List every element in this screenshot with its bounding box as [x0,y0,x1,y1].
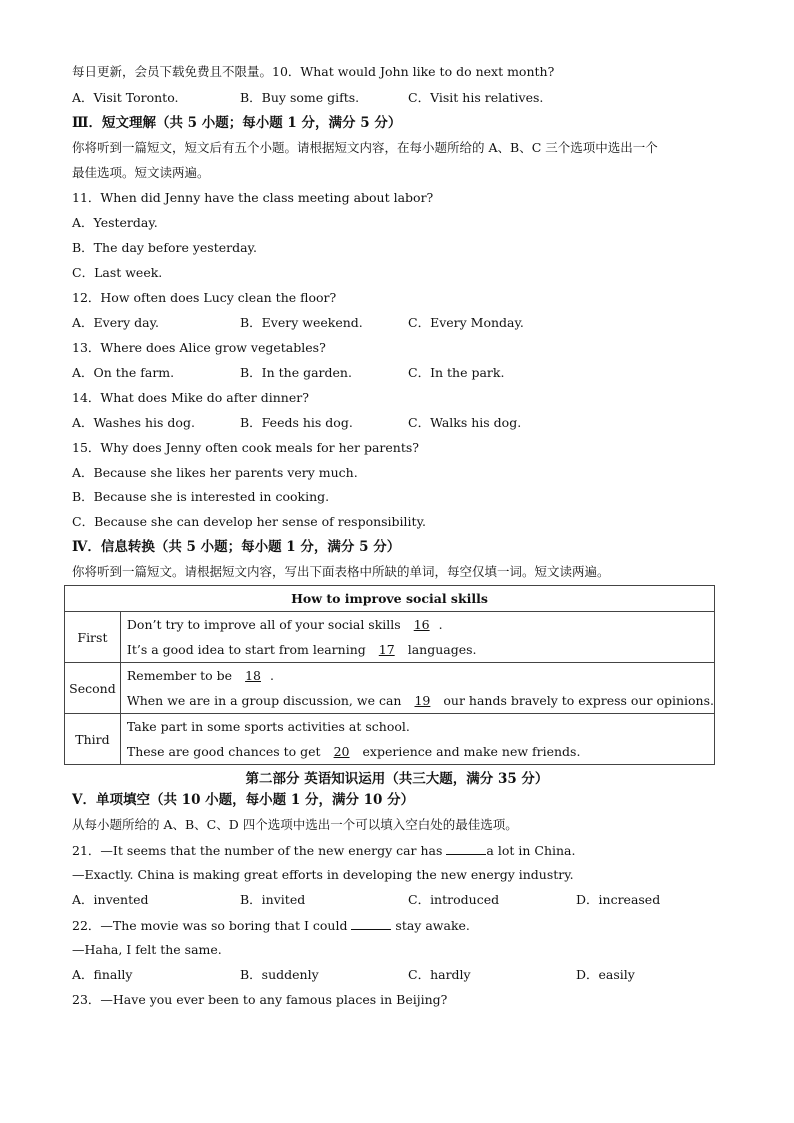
question-12: 12．How often does Lucy clean the floor? [72,290,337,305]
section-5-intro: 从每小题所给的 A、B、C、D 四个选项中选出一个可以填入空白处的最佳选项。 [72,817,518,832]
question-22-line-2: —Haha, I felt the same. [72,942,222,957]
q22-option-a: A．finally [72,967,133,982]
section-3-intro-line-1: 你将听到一篇短文，短文后有五个小题。请根据短文内容，在每小题所给的 A、B、C 三个选项中选出一个 [72,140,658,155]
q10-option-c: C．Visit his relatives. [408,90,544,105]
q22-option-b: B．suddenly [240,967,319,982]
blank-17[interactable]: 17 [378,642,395,657]
question-21-line-1: 21．—It seems that the number of the new energy car has a lot in China. [72,843,576,858]
q21-option-a: A．invented [72,892,149,907]
info-table [64,585,715,765]
question-13: 13．Where does Alice grow vegetables? [72,340,326,355]
blank-20[interactable]: 20 [333,744,350,759]
row-label: Second [65,663,121,714]
q14-option-a: A．Washes his dog. [72,415,195,430]
q14-option-b: B．Feeds his dog. [240,415,353,430]
section-5-heading: Ⅴ．单项填空（共 10 小题，每小题 1 分，满分 10 分） [72,792,415,808]
blank-19[interactable]: 19 [414,693,431,708]
q22-option-d: D．easily [576,967,635,982]
question-14: 14．What does Mike do after dinner? [72,390,309,405]
q21-option-b: B．invited [240,892,306,907]
answer-blank[interactable] [351,917,391,930]
row-content: Don’t try to improve all of your social skills 16 . It’s a good idea to start from learning 17 languages. [120,612,714,663]
question-10: 每日更新，会员下载免费且不限量。10．What would John like to do next month? [72,64,555,79]
question-23: 23．—Have you ever been to any famous places in Beijing? [72,992,448,1007]
q13-option-c: C．In the park. [408,365,505,380]
table-title: How to improve social skills [65,586,715,612]
q12-option-c: C．Every Monday. [408,315,524,330]
section-3-heading: Ⅲ．短文理解（共 5 小题；每小题 1 分，满分 5 分） [72,115,402,131]
q14-option-c: C．Walks his dog. [408,415,522,430]
q15-option-a: A．Because she likes her parents very much. [72,465,358,480]
q21-option-c: C．introduced [408,892,500,907]
section-4-intro: 你将听到一篇短文。请根据短文内容，写出下面表格中所缺的单词，每空仅填一词。短文读两遍。 [72,564,610,579]
part-2-title: 第二部分 英语知识运用（共三大题，满分 35 分） [245,771,549,787]
q11-option-c: C．Last week. [72,265,163,280]
q13-option-b: B．In the garden. [240,365,352,380]
q11-option-b: B．The day before yesterday. [72,240,257,255]
q21-option-d: D．increased [576,892,661,907]
row-content: Remember to be 18 . When we are in a group discussion, we can 19 our hands bravely to express our opinions. [120,663,714,714]
q10-option-b: B．Buy some gifts. [240,90,360,105]
section-3-intro-line-2: 最佳选项。短文读两遍。 [72,165,210,180]
table-row [65,714,715,765]
question-15: 15．Why does Jenny often cook meals for her parents? [72,440,419,455]
row-label: Third [65,714,121,765]
table-row [65,612,715,663]
q11-option-a: A．Yesterday. [72,215,158,230]
blank-18[interactable]: 18 [245,668,261,683]
row-content: Take part in some sports activities at school. These are good chances to get 20 experience and make new friends. [120,714,714,765]
question-22-line-1: 22．—The movie was so boring that I could stay awake. [72,918,470,933]
question-11: 11．When did Jenny have the class meeting about labor? [72,190,434,205]
q22-option-c: C．hardly [408,967,471,982]
question-21-line-2: —Exactly. China is making great efforts in developing the new energy industry. [72,867,574,882]
q12-option-a: A．Every day. [72,315,159,330]
blank-16[interactable]: 16 [413,617,430,632]
q10-option-a: A．Visit Toronto. [72,90,179,105]
section-4-heading: Ⅳ．信息转换（共 5 小题；每小题 1 分，满分 5 分） [72,539,401,555]
q15-option-b: B．Because she is interested in cooking. [72,489,330,504]
q13-option-a: A．On the farm. [72,365,175,380]
q15-option-c: C．Because she can develop her sense of responsibility. [72,514,426,529]
answer-blank[interactable] [446,842,486,855]
table-row [65,663,715,714]
q12-option-b: B．Every weekend. [240,315,363,330]
row-label: First [65,612,121,663]
